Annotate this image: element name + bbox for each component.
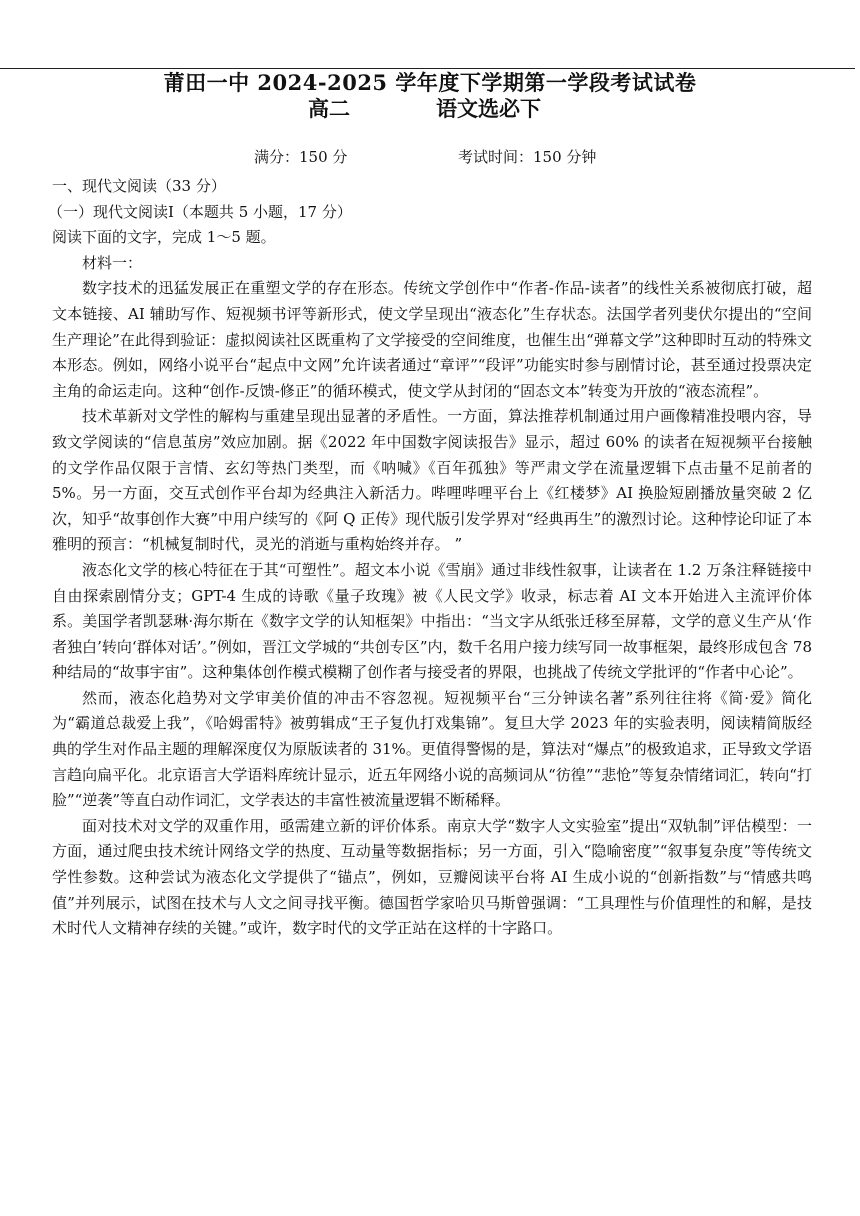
- instruction: 阅读下面的文字，完成 1～5 题。: [52, 228, 276, 247]
- paragraph: 面对技术对文学的双重作用，亟需建立新的评价体系。南京大学“数字人文实验室”提出“双轨制”评估模型：一方面，通过爬虫技术统计网络文学的热度、互动量等数据指标；另一方面，引入“隐喻密度”“叙事复杂度”等传统文学性参数。这种尝试为液态化文学提供了“锚点”，例如，豆瓣阅读平台将 AI 生成小说的“创新指数”与“情感共鸣值”并列展示，试图在技术与人文之间寻找平衡。德国哲学家哈贝马斯曾强调：“工具理性与价值理性的和解，是技术时代人文精神存续的关键。”或许，数字时代的文学正站在这样的十字路口。: [52, 816, 812, 938]
- full-score: 满分：150 分: [254, 148, 348, 166]
- top-rule: [0, 68, 855, 69]
- sub-heading: （一）现代文阅读Ⅰ（本题共 5 小题，17 分）: [48, 202, 352, 221]
- reading-section: [48, 174, 812, 942]
- exam-time: 考试时间：150 分钟: [458, 148, 597, 166]
- paragraph: 技术革新对文学性的解构与重建呈现出显著的矛盾性。一方面，算法推荐机制通过用户画像精准投喂内容，导致文学阅读的“信息茧房”效应加剧。据《2022 年中国数字阅读报告》显示，超过 60% 的读者在短视频平台接触的文学作品仅限于言情、玄幻等热门类型，而《呐喊》《百年孤独》等严肃文学在流量逻辑下点击量不足前者的 5%。另一方面，交互式创作平台却为经典注入新活力。哔哩哔哩平台上《红楼梦》AI 换脸短剧播放量突破 2 亿次，知乎“故事创作大赛”中用户续写的《阿 Q 正传》现代版引发学界对“经典再生”的激烈讨论。这种悖论印证了本雅明的预言：“机械复制时代，灵光的消逝与重构始终并存。 ”: [52, 407, 812, 554]
- paragraph: 然而，液态化趋势对文学审美价值的冲击不容忽视。短视频平台“三分钟读名著”系列往往将《简·爱》简化为“霸道总裁爱上我”，《哈姆雷特》被剪辑成“王子复仇打戏集锦”。复旦大学 2023 年的实验表明，阅读精简版经典的学生对作品主题的理解深度仅为原版读者的 31%。更值得警惕的是，算法对“爆点”的极致追求，正导致文学语言趋向扁平化。北京语言大学语料库统计显示，近五年网络小说的高频词从“彷徨”“悲怆”等复杂情绪词汇，转向“打脸”“逆袭”等直白动作词汇，文学表达的丰富性被流量逻辑不断稀释。: [52, 688, 812, 810]
- exam-title: 莆田一中 2024-2025 学年度下学期第一学段考试试卷: [163, 70, 697, 95]
- material-label: 材料一：: [82, 253, 143, 272]
- grade-label: 高二: [308, 96, 350, 121]
- section-heading: 一、现代文阅读（33 分）: [52, 177, 226, 195]
- paragraph: 数字技术的迅猛发展正在重塑文学的存在形态。传统文学创作中“作者-作品-读者”的线性关系被彻底打破，超文本链接、AI 辅助写作、短视频书评等新形式，使文学呈现出“液态化”生存状态。法国学者列斐伏尔提出的“空间生产理论”在此得到验证：虚拟阅读社区既重构了文学接受的空间维度，也催生出“弹幕文学”这种即时互动的特殊文本形态。例如，网络小说平台“起点中文网”允许读者通过“章评”“段评”功能实时参与剧情讨论，甚至通过投票决定主角的命运走向。这种“创作-反馈-修正”的循环模式，使文学从封闭的“固态文本”转变为开放的“液态流程”。: [52, 279, 812, 400]
- subject-label: 语文选必下: [436, 96, 541, 121]
- paragraph: 液态化文学的核心特征在于其“可塑性”。超文本小说《雪崩》通过非线性叙事，让读者在 1.2 万条注释链接中自由探索剧情分支；GPT-4 生成的诗歌《量子玫瑰》被《人民文学》收录，标志着 AI 文本开始进入主流评价体系。美国学者凯瑟琳·海尔斯在《数字文学的认知框架》中指出：“当文字从纸张迁移至屏幕，文学的意义生产从‘作者独白’转向‘群体对话’。”例如，晋江文学城的“共创专区”内，数千名用户接力续写同一故事框架，最终形成包含 78 种结局的“故事宇宙”。这种集体创作模式模糊了创作者与接受者的界限，也挑战了传统文学批评的“作者中心论”。: [52, 560, 812, 682]
